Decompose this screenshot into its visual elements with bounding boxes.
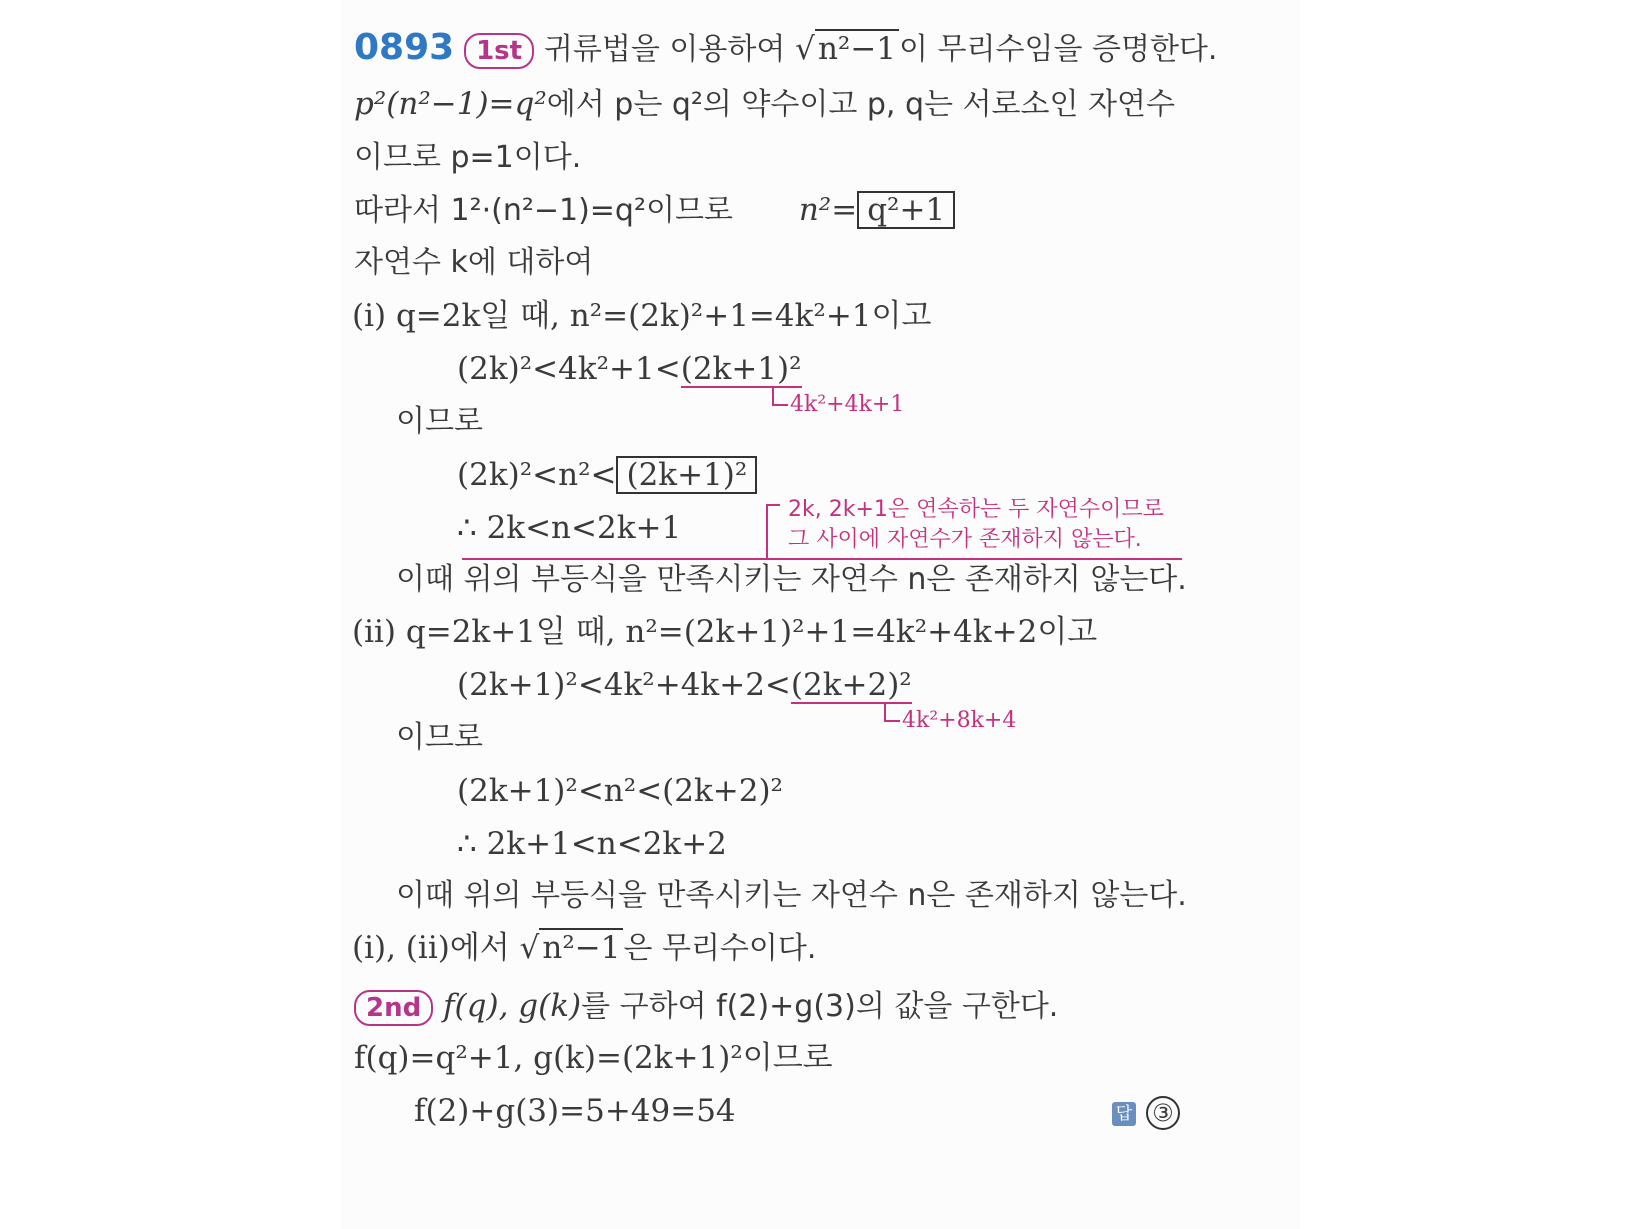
- answer: [1112, 1091, 1180, 1131]
- answer-box-2: (2k+1)²: [616, 456, 757, 494]
- step2-tag: 2nd: [354, 990, 433, 1026]
- step2-title: 를 구하여 f(2)+g(3)의 값을 구한다.: [581, 989, 1059, 1024]
- case-2-note-bracket: [884, 704, 900, 722]
- case-2-ineq-underlined: (2k+2)²: [790, 667, 912, 703]
- solution-page: [342, 0, 1300, 1229]
- step1-title-root: n²−1: [815, 29, 899, 67]
- step1-title-post: 이 무리수임을 증명한다.: [899, 32, 1218, 67]
- case-1-expansion-note: 4k²+4k+1: [790, 392, 905, 417]
- case-2-header: (ii) q=2k+1일 때, n²=(2k+1)²+1=4k²+4k+2이고: [352, 614, 1098, 650]
- case-1-imeuro: 이므로: [396, 404, 483, 439]
- case-2-inequality: [457, 665, 912, 705]
- case-1-ineq2-pre: (2k)²<n²<: [457, 457, 617, 493]
- case-1-inequality-2: [457, 455, 757, 495]
- case-1-ineq-underlined: (2k+1)²: [680, 351, 802, 387]
- final-post: 은 무리수이다.: [623, 931, 817, 966]
- line-1: [354, 84, 1175, 125]
- case-1-conclusion: 이때 위의 부등식을 만족시키는 자연수 n은 존재하지 않는다.: [396, 562, 1187, 597]
- case-2-conclusion: 이때 위의 부등식을 만족시키는 자연수 n은 존재하지 않는다.: [396, 878, 1187, 913]
- line-3: [354, 190, 955, 231]
- final-conclusion: (i), (ii)에서 √n²−1 은 무리수이다.: [352, 930, 817, 966]
- step2-fg: f(q), g(k): [443, 988, 582, 1024]
- case-1-inequality: [457, 349, 802, 389]
- case-1-note2-line-b: 그 사이에 자연수가 존재하지 않는다.: [788, 527, 1142, 552]
- step-2-line: f(q)=q²+1, g(k)=(2k+1)²이므로: [354, 1040, 833, 1076]
- line-4: 자연수 k에 대하여: [354, 245, 594, 280]
- answer-icon: 답: [1112, 1102, 1136, 1126]
- case-2-imeuro: 이므로: [396, 720, 483, 755]
- step1-title-pre: 귀류법을 이용하여: [543, 32, 786, 67]
- case-1-ineq-pre: (2k)²<4k²+1<: [457, 351, 681, 387]
- case-1-header: (i) q=2k일 때, n²=(2k)²+1=4k²+1이고: [352, 298, 932, 334]
- line-3-pre: 따라서 1²·(n²−1)=q²이므로: [354, 193, 733, 228]
- line-2: 이므로 p=1이다.: [354, 140, 582, 175]
- step1-tag: 1st: [464, 33, 534, 69]
- problem-header: 0893 1st 귀류법을 이용하여 √n²−1 이 무리수임을 증명한다.: [354, 27, 1218, 68]
- case-2-therefore: ∴ 2k+1<n<2k+2: [457, 826, 727, 862]
- case-2-ineq-pre: (2k+1)²<4k²+4k+2<: [457, 667, 791, 703]
- case-1-note2-line-a: 2k, 2k+1은 연속하는 두 자연수이므로: [788, 497, 1164, 522]
- line-1-math: p²(n²−1)=q²: [354, 86, 547, 122]
- line-1-text: 에서 p는 q²의 약수이고 p, q는 서로소인 자연수: [546, 87, 1175, 122]
- answer-box-1: q²+1: [857, 191, 955, 229]
- final-root: n²−1: [539, 928, 623, 966]
- step-2-header: [354, 986, 1058, 1027]
- step-2-calc: f(2)+g(3)=5+49=54: [414, 1093, 736, 1129]
- answer-choice: ③: [1146, 1096, 1180, 1130]
- final-pre: (i), (ii)에서: [352, 930, 510, 966]
- case-2-expansion-note: 4k²+8k+4: [902, 708, 1017, 733]
- case-1-therefore: ∴ 2k<n<2k+1: [457, 510, 682, 546]
- line-3-eq: n²=: [798, 192, 858, 228]
- case-2-inequality-2: (2k+1)²<n²<(2k+2)²: [457, 773, 783, 809]
- case-1-note2-bracket: [766, 504, 780, 558]
- case-1-note-bracket: [772, 388, 788, 406]
- problem-number: 0893: [354, 27, 455, 68]
